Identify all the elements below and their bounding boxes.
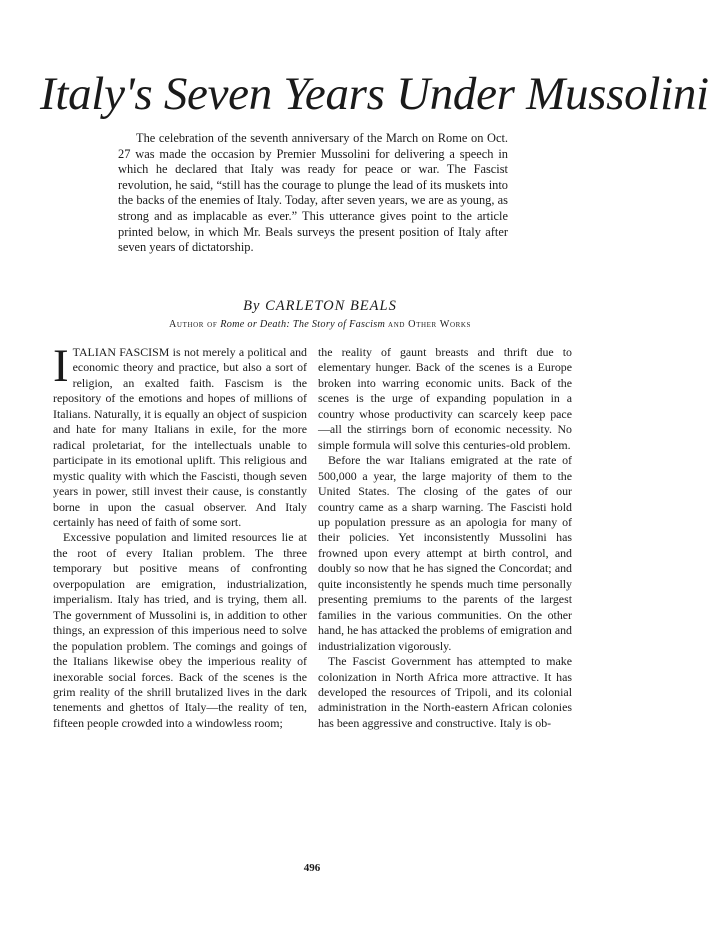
- author-note-suffix: and Other Works: [388, 319, 472, 330]
- byline: By CARLETON BEALS: [243, 298, 397, 314]
- paragraph: Before the war Italians emigrated at the rate of 500,000 a year, the large majority of them to the United States. The closing of the gates of our country came as a sharp warning. The Fascisti hold up population pressure as an apologia for many of their policies. Yet inconsistently Mussolini has frowned upon every attempt at birth control, and doubly so now that he has signed the Concordat; and quite inconsistently he spends much time personally presenting premiums to the parents of the largest families in the various communities. On the other hand, he has attacked the problems of emigration and industrialization vigorously.: [318, 453, 572, 653]
- right-column: [318, 345, 572, 731]
- paragraph: [53, 340, 307, 530]
- author-note: [40, 319, 600, 330]
- paragraph: the reality of gaunt breasts and thrift due to elementary hunger. Back of the scenes is a Europe broken into warring economic units. Back of the scenes is the urge of expanding population in a country whose productivity can scarcely keep pace—all the stirrings born of economic necessity. No simple formula will solve this centuries-old problem.: [318, 345, 572, 452]
- drop-cap: I: [53, 340, 69, 392]
- article-intro: The celebration of the seventh anniversary of the March on Rome on Oct. 27 was made the occasion by Premier Mussolini for delivering a speech in which he declared that Italy was ready for peace or war. The Fascist revolution, he said, “still has the courage to plunge the lead of its muskets into the backs of the enemies of Italy. Today, after seven years, we are as young, as strong and as implacable as ever.” This utterance gives point to the article printed below, in which Mr. Beals surveys the present position of Italy after seven years of dictatorship.: [118, 131, 508, 255]
- paragraph: The Fascist Government has attempted to make colonization in North Africa more attractive. It has developed the resources of Tripoli, and its colonial administration in the North-eastern African colonies has been aggressive and constructive. Italy is ob-: [318, 654, 572, 730]
- left-column: [53, 340, 307, 731]
- author-note-prefix: Author of: [168, 319, 218, 330]
- page-number: 496: [303, 862, 321, 874]
- paragraph: Excessive population and limited resources lie at the root of every Italian problem. The three temporary but positive means of confronting overpopulation are emigration, industrialization, imperialism. Italy has tried, and is trying, them all. The government of Mussolini is, in addition to other things, an expression of this imperious need to solve the population problem. The comings and goings of the Italians likewise obey the imperious reality of inexorable social forces. Back of the scenes is the grim reality of the shrill brutalized lives in the dark tenements and ghettos of Italy—the reality of ten, fifteen people crowded into a windowless room;: [53, 530, 307, 730]
- paragraph-text: TALIAN FASCISM is not merely a political and economic theory and practice, but also a sort of religion, an exalted faith. Fascism is the repository of the emotions and hopes of millions of Italians. Naturally, it is equally an object of suspicion and hate for many Italians in exile, for the more radical proletariat, for the intellectuals unable to participate in its emotional uplift. This religious and mystic quality with which the Fascisti, though seven years in power, still invest their cause, is constantly borne in upon the casual observer. And Italy certainly has need of faith of some sort.: [53, 345, 307, 529]
- author-book-title: Rome or Death: The Story of Fascism: [220, 319, 386, 330]
- article-title: Italy's Seven Years Under Mussolini: [40, 68, 709, 120]
